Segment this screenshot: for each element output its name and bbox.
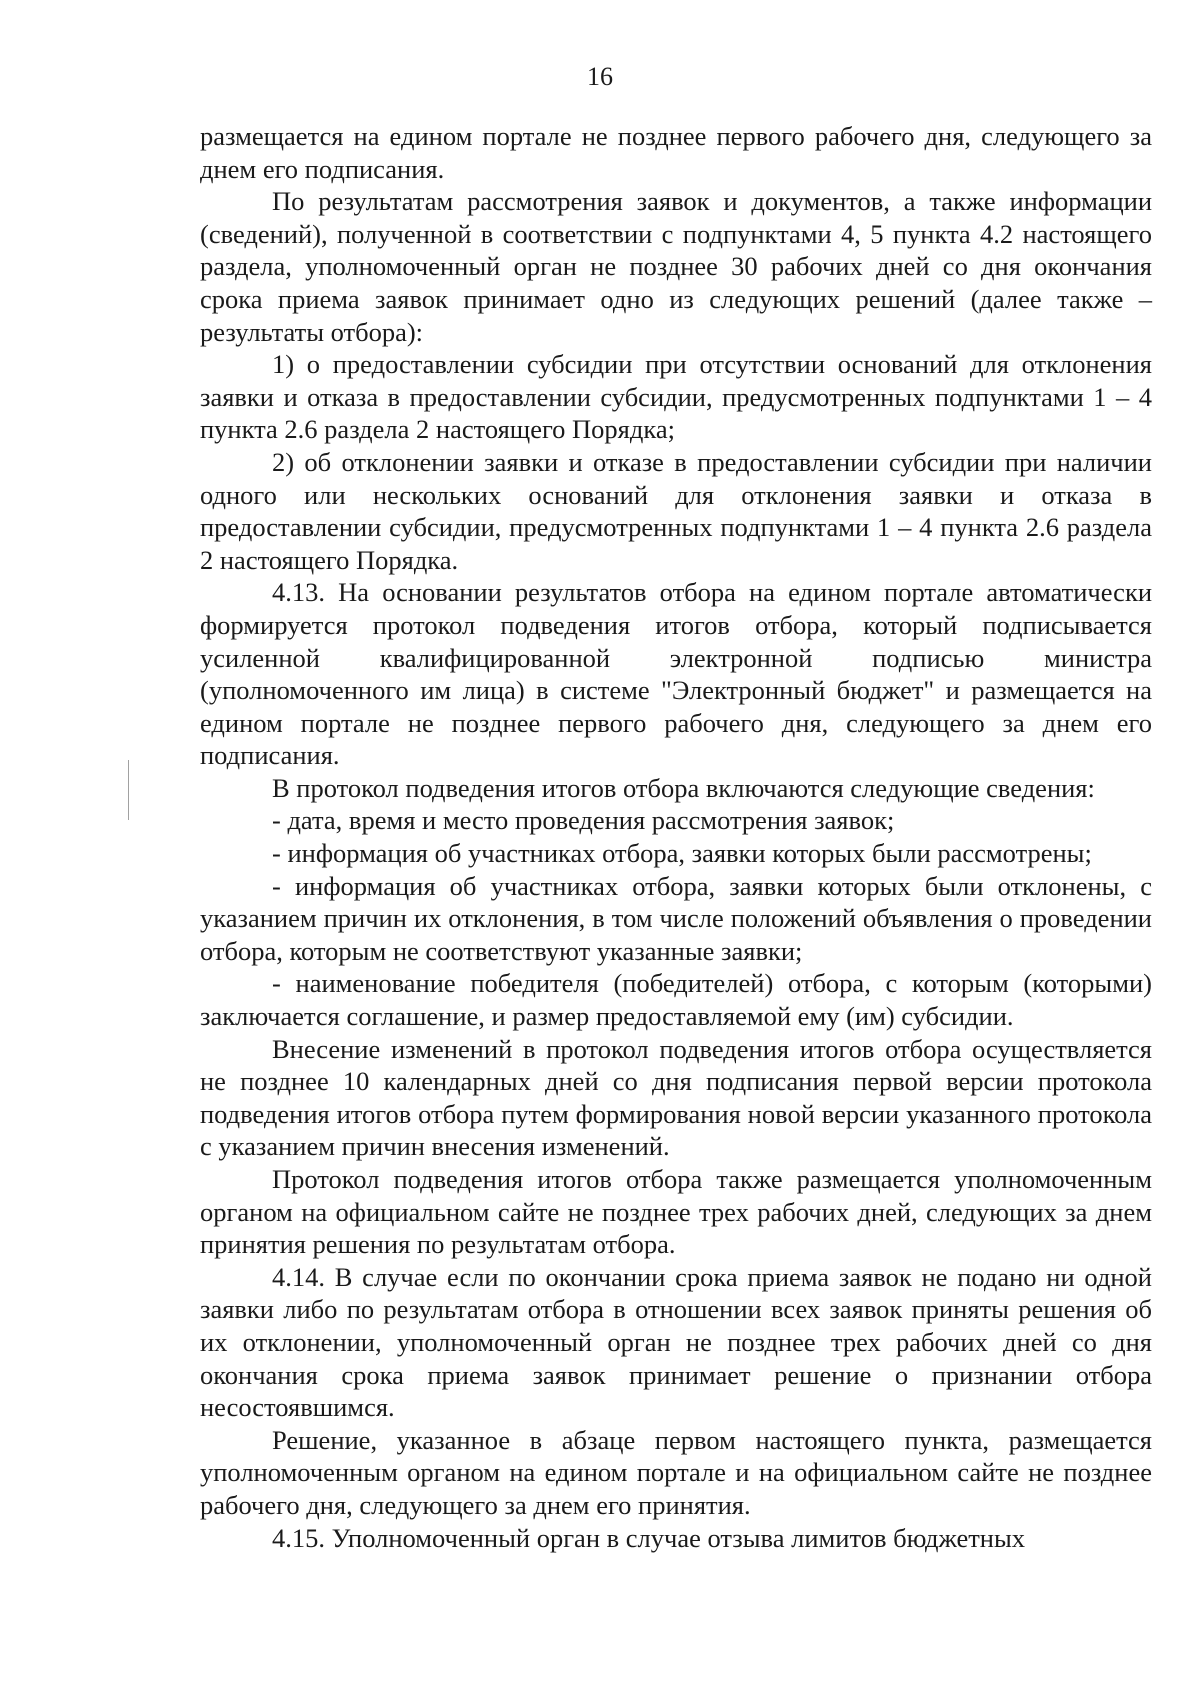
paragraph: Решение, указанное в абзаце первом настоящего пункта, размещается уполномоченным органом на едином портале и на официальном сайте не позднее рабочего дня, следующего за днем его принятия. — [200, 1424, 1152, 1520]
paragraph: В протокол подведения итогов отбора включаются следующие сведения: — [272, 772, 1095, 803]
list-item: - информация об участниках отбора, заявки которых были отклонены, с указанием причин их отклонения, в том числе положений объявления о проведении отбора, которым не соответствуют указанные заявки; — [200, 870, 1152, 966]
paragraph: Протокол подведения итогов отбора также размещается уполномоченным органом на официальном сайте не позднее трех рабочих дней, следующих за днем принятия решения по результатам отбора. — [200, 1164, 1152, 1260]
paragraph: По результатам рассмотрения заявок и документов, а также информации (сведений), полученной в соответствии с подпунктами 4, 5 пункта 4.2 настоящего раздела, уполномоченный орган не позднее 30 рабочих дней со дня окончания срока приема заявок принимает одно из следующих решений (далее также – результаты отбора): — [200, 186, 1152, 347]
page-number: 16 — [587, 62, 613, 91]
paragraph: Внесение изменений в протокол подведения итогов отбора осуществляется не позднее 10 календарных дней со дня подписания первой версии протокола подведения итогов отбора путем формирования новой версии указанного протокола с указанием причин внесения изменений. — [200, 1033, 1152, 1162]
list-item: 2) об отклонении заявки и отказе в предоставлении субсидии при наличии одного или нескольких оснований для отклонения заявки и отказа в предоставлении субсидии, предусмотренных подпунктами 1 – 4 пункта 2.6 раздела 2 настоящего Порядка. — [200, 446, 1152, 575]
list-item: 1) о предоставлении субсидии при отсутствии оснований для отклонения заявки и отказа в предоставлении субсидии, предусмотренных подпунктами 1 – 4 пункта 2.6 раздела 2 настоящего Порядка; — [200, 349, 1152, 445]
list-item: - наименование победителя (победителей) отбора, с которым (которыми) заключается соглашение, и размер предоставляемой ему (им) субсидии. — [200, 968, 1152, 1032]
section-paragraph: 4.15. Уполномоченный орган в случае отзыва лимитов бюджетных — [272, 1522, 1026, 1553]
list-item: - дата, время и место проведения рассмотрения заявок; — [272, 805, 895, 836]
list-item: - информация об участниках отбора, заявки которых были рассмотрены; — [272, 838, 1092, 869]
section-paragraph: 4.13. На основании результатов отбора на едином портале автоматически формируется протокол подведения итогов отбора, который подписывается усиленной квалифицированной электронной подписью министра (уполномоченного им лица) в системе "Электронный бюджет" и размещается на едином портале не позднее первого рабочего дня, следующего за днем его подписания. — [200, 577, 1152, 771]
scan-margin-mark — [128, 760, 129, 820]
paragraph: размещается на едином портале не позднее первого рабочего дня, следующего за днем его подписания. — [200, 121, 1152, 184]
document-body — [200, 120, 1152, 1554]
section-paragraph: 4.14. В случае если по окончании срока приема заявок не подано ни одной заявки либо по результатам отбора в отношении всех заявок приняты решения об их отклонении, уполномоченный орган не позднее трех рабочих дней со дня окончания срока приема заявок принимает решение о признании отбора несостоявшимся. — [200, 1261, 1152, 1423]
